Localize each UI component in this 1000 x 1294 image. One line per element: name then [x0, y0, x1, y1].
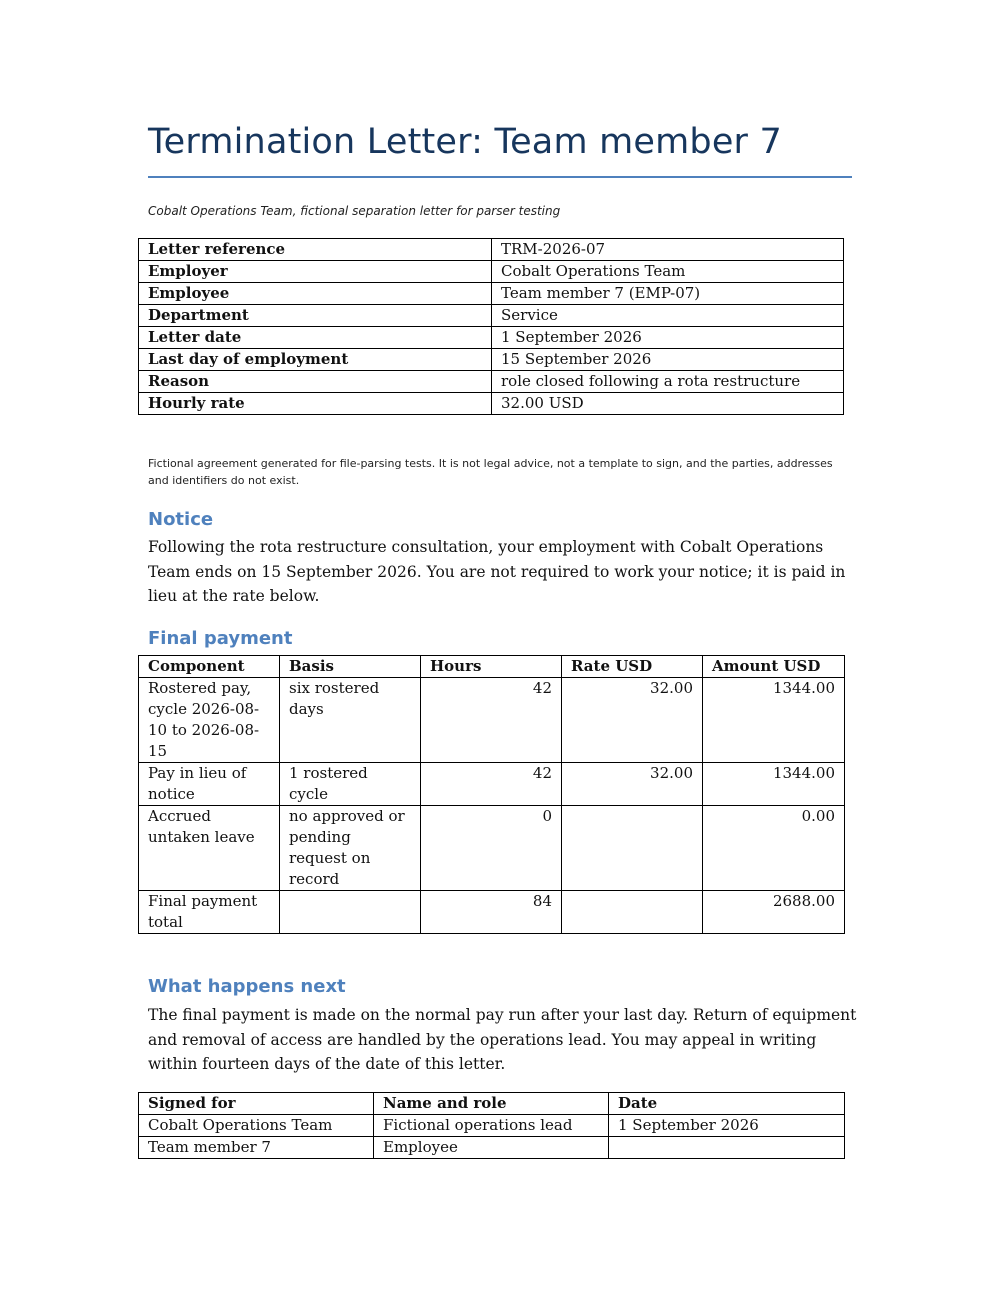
- table-row: [139, 327, 844, 349]
- component-cell: Rostered pay, cycle 2026-08-10 to 2026-08-15: [139, 678, 280, 763]
- amount-cell: 1344.00: [703, 763, 845, 806]
- page-title: Termination Letter: Team member 7: [148, 122, 782, 162]
- signed-for-cell: Team member 7: [139, 1137, 374, 1159]
- rate-cell: 32.00: [562, 763, 703, 806]
- final-payment-table: [138, 655, 845, 934]
- name-role-cell: Employee: [374, 1137, 609, 1159]
- detail-label: Department: [139, 305, 492, 327]
- signed-for-cell: Cobalt Operations Team: [139, 1115, 374, 1137]
- table-row: [139, 678, 845, 763]
- table-row: [139, 349, 844, 371]
- letter-details-table: [138, 238, 844, 415]
- hours-cell: 84: [421, 891, 562, 934]
- detail-label: Employer: [139, 261, 492, 283]
- table-row-total: [139, 891, 845, 934]
- rate-cell: 32.00: [562, 678, 703, 763]
- detail-value: TRM-2026-07: [492, 239, 844, 261]
- table-header-row: [139, 1093, 845, 1115]
- table-row: [139, 393, 844, 415]
- hours-cell: 42: [421, 763, 562, 806]
- final-payment-heading: Final payment: [148, 628, 293, 649]
- hours-cell: 0: [421, 806, 562, 891]
- table-row: [139, 283, 844, 305]
- next-steps-body: The final payment is made on the normal pay run after your last day. Return of equipment and removal of access are handled by the operations lead. You may appeal in writing within fourteen days of the date of this letter.: [148, 1006, 857, 1073]
- table-row: [139, 261, 844, 283]
- detail-label: Last day of employment: [139, 349, 492, 371]
- component-cell: Final payment total: [139, 891, 280, 934]
- component-cell: Accrued untaken leave: [139, 806, 280, 891]
- rate-cell: [562, 891, 703, 934]
- column-header: Component: [139, 656, 280, 678]
- column-header: Date: [609, 1093, 845, 1115]
- table-row: [139, 239, 844, 261]
- date-cell: 1 September 2026: [609, 1115, 845, 1137]
- column-header: Name and role: [374, 1093, 609, 1115]
- column-header: Basis: [280, 656, 421, 678]
- column-header: Rate USD: [562, 656, 703, 678]
- detail-value: Service: [492, 305, 844, 327]
- detail-value: 1 September 2026: [492, 327, 844, 349]
- notice-body: Following the rota restructure consultation, your employment with Cobalt Operations Team ends on 15 September 2026. You are not required to work your notice; it is paid in lieu at the rate below.: [148, 538, 846, 605]
- title-divider: [148, 176, 852, 178]
- column-header: Hours: [421, 656, 562, 678]
- detail-label: Employee: [139, 283, 492, 305]
- table-row: [139, 371, 844, 393]
- basis-cell: 1 rostered cycle: [280, 763, 421, 806]
- detail-label: Letter date: [139, 327, 492, 349]
- notice-heading: Notice: [148, 509, 214, 530]
- detail-value: Cobalt Operations Team: [492, 261, 844, 283]
- detail-value: Team member 7 (EMP-07): [492, 283, 844, 305]
- detail-label: Reason: [139, 371, 492, 393]
- table-row: [139, 305, 844, 327]
- table-row: [139, 1115, 845, 1137]
- column-header: Signed for: [139, 1093, 374, 1115]
- signature-table: [138, 1092, 845, 1159]
- hours-cell: 42: [421, 678, 562, 763]
- name-role-cell: Fictional operations lead: [374, 1115, 609, 1137]
- table-header-row: [139, 656, 845, 678]
- basis-cell: no approved or pending request on record: [280, 806, 421, 891]
- detail-value: role closed following a rota restructure: [492, 371, 844, 393]
- amount-cell: 2688.00: [703, 891, 845, 934]
- basis-cell: [280, 891, 421, 934]
- column-header: Amount USD: [703, 656, 845, 678]
- component-cell: Pay in lieu of notice: [139, 763, 280, 806]
- table-row: [139, 1137, 845, 1159]
- detail-value: 15 September 2026: [492, 349, 844, 371]
- table-row: [139, 806, 845, 891]
- detail-value: 32.00 USD: [492, 393, 844, 415]
- disclaimer-text: Fictional agreement generated for file-parsing tests. It is not legal advice, not a template to sign, and the parties, addresses and identifiers do not exist.: [148, 457, 833, 487]
- table-row: [139, 763, 845, 806]
- detail-label: Hourly rate: [139, 393, 492, 415]
- document-subtitle: Cobalt Operations Team, fictional separation letter for parser testing: [148, 204, 561, 218]
- rate-cell: [562, 806, 703, 891]
- amount-cell: 0.00: [703, 806, 845, 891]
- basis-cell: six rostered days: [280, 678, 421, 763]
- date-cell: [609, 1137, 845, 1159]
- detail-label: Letter reference: [139, 239, 492, 261]
- amount-cell: 1344.00: [703, 678, 845, 763]
- next-steps-heading: What happens next: [148, 976, 346, 997]
